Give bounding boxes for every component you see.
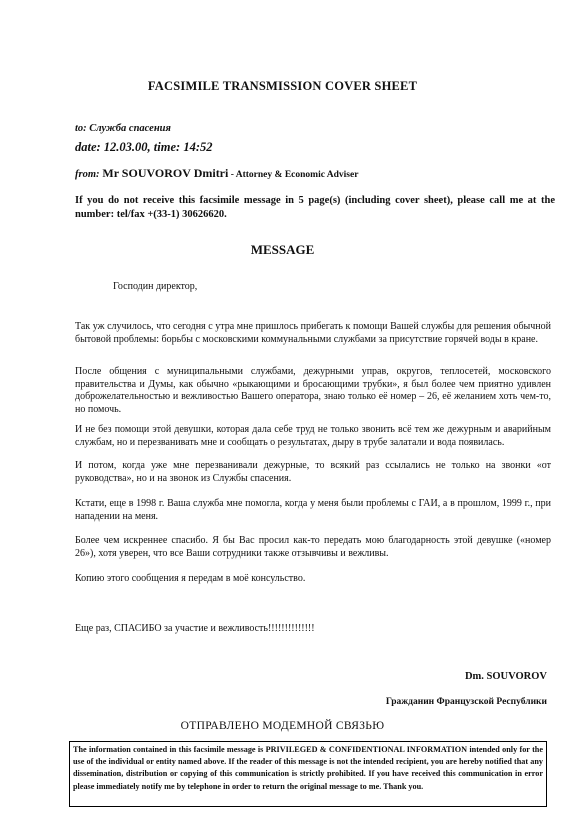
page-title: FACSIMILE TRANSMISSION COVER SHEET [147,79,418,93]
sender-line [75,166,358,181]
sender-name: Mr SOUVOROV Dmitri [102,166,229,180]
message-paragraph: И потом, когда уже мне перезванивали дежурные, то всякий раз ссылались не только на звонки «от руководства», но и на звонок из Службы спасения. [75,460,551,484]
sender-label: from: [75,169,100,180]
sender-role: - Attorney & Economic Adviser [228,170,359,180]
message-paragraph: После общения с муниципальными службами, дежурными управ, округов, теплосетей, московского правительства и Думы, как обычно «рыкающими и бросающими трубки», я был более чем приятно удивлен доброжелательностью и вежливостью Вашего оператора, знаю только её номер – 26, её желанием хоть чем-то, но помочь. [75,366,551,415]
delivery-notice: If you do not receive this facsimile message in 5 page(s) (including cover sheet), please call me at the number: tel/fax +(33-1) 30626620. [75,195,555,220]
sent-by-modem-note: ОТПРАВЛЕНО МОДЕМНОЙ СВЯЗЬЮ [180,720,385,732]
message-paragraph: Так уж случилось, что сегодня с утра мне пришлось прибегать к помощи Вашей службы для решения обычной бытовой проблемы: борьбы с московскими коммунальными службами за присутствие горячей воды в кране. [75,321,551,345]
confidentiality-disclaimer: The information contained in this facsimile message is PRIVILEGED & CONFIDENTIONAL INFORMATION intended only for the use of the individual or entity named above. If the reader of this message is not the intended recipient, you are hereby notified that any dissemination, distribution or copying of this communication is strictly prohibited. If you have received this communication in error please immediately notify me by telephone in order to return the original message to me. Thank you. [69,741,547,807]
signature-citizenship: Гражданин Французской Республики [385,697,547,707]
message-paragraph: Более чем искреннее спасибо. Я бы Вас просил как-то передать мою благодарность этой девушке («номер 26»), хотя уверен, что все Ваши сотрудники также отзывчивы и вежливы. [75,535,551,559]
recipient-line: to: Служба спасения [75,123,171,134]
message-paragraph: Еще раз, СПАСИБО за участие и вежливость!!!!!!!!!!!!!! [75,623,315,634]
message-paragraph: Кстати, еще в 1998 г. Ваша служба мне помогла, когда у меня были проблемы с ГАИ, а в прошлом, 1999 г., при нападении на меня. [75,498,551,522]
date-time-line: date: 12.03.00, time: 14:52 [75,140,213,154]
message-paragraph: И не без помощи этой девушки, которая дала себе труд не только звонить всё тем же дежурным и аварийным службам, но и перезванивать мне и сообщать о результатах, дыру в трубе залатали и вода появилась. [75,424,551,448]
signature-name: Dm. SOUVOROV [464,671,547,682]
message-paragraph: Копию этого сообщения я передам в моё консульство. [75,573,306,584]
message-heading: MESSAGE [250,242,315,257]
greeting: Господин директор, [113,281,198,292]
